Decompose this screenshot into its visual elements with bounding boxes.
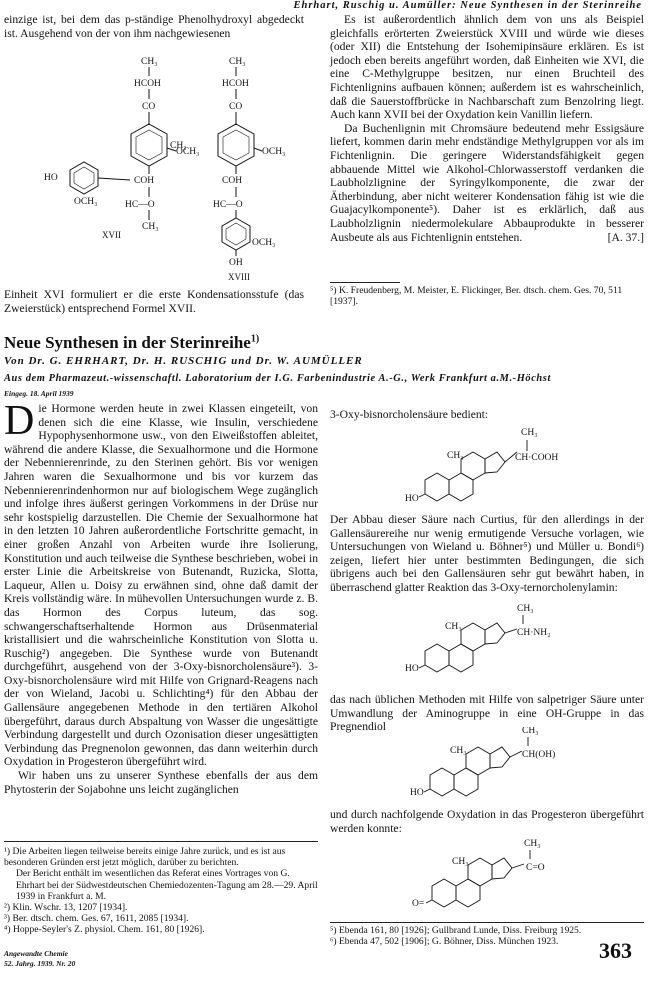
article-right-footnotes: [330, 925, 644, 947]
footnote-rule-top: [330, 282, 400, 283]
footnote-rule-left: [4, 841, 318, 842]
footnote-6: ⁶) Ebenda 47, 502 [1906]; G. Böhner, Diss. München 1923.: [330, 936, 559, 948]
article-title-text: Neue Synthesen in der Sterinreihe: [4, 333, 251, 352]
footnote-3: ³) Ber. dtsch. chem. Ges. 67, 1611, 2085 [1934].: [4, 913, 189, 925]
journal-footer: [4, 949, 75, 969]
s1-ho: HO: [405, 494, 419, 504]
s4-ring: CH₃: [452, 857, 469, 867]
footnote-4: ⁴) Hoppe-Seyler's Z. physiol. Chem. 161, 80 [1926].: [4, 924, 205, 936]
article-left-p2: Wir haben uns zu unserer Synthese ebenfalls der aus dem Phytosterin der Sojabohne uns leicht zugänglichen: [4, 769, 318, 796]
article-left-p1-text: ie Hormone werden heute in zwei Klassen eingeteilt, von denen sich die eine Klasse, wie Insulin, verschiedene Hypophysenhormone usw., von den Eiweißstoffen ableitet, während die andere Klasse, die Sexualhormone und die Hormone der Nebennierenrinde, zu den Sterinen gehört. Bis vor wenigen Jahren waren die Sexualhormone und bis vor kurzem das Nebennierenrindenhormon nur auf biologischem Wege zugänglich und infolge ihres äußerst geringen Vorkommens in der Drüse nur sehr kostspielig darzustellen. Die Chemie der Sexualhormone hat in den letzten 10 Jahren außerordentliche Fortschritte gemacht, in einer großen Anzahl von Arbeiten wurde ihre Isolierung, Konstitution und auch teilweise die Synthese beschrieben, wobei in erster Linie die Arbeitskreise von Butenandt, Ruzicka, Slotta, Laqueur, Allen u. Doisy zu erwähnen sind, ohne daß damit der Kreis vollständig wäre. In mühevollen Untersuchungen wurde z. B. das Hormon des Corpus luteum, das sog. schwangerschaftserhaltende Hormon aus Drüsenmaterial kristallisiert und die wahrscheinliche Konstitution von Slotta u. Ruschig²) angegeben. Die Synthese wurde von Butenandt durchgeführt, ausgehend von der 3-Oxy-bisnorcholensäure³). 3-Oxy-bisnorcholensäure wird mit Hilfe von Grignard-Reagens nach der von Wieland, Jacobi u. Schlichting⁴) für den Abbau der Gallensäure angegebenen Methode in den tertiären Alkohol übergeführt, daraus durch Abspaltung von Wasser die ungesättigte Verbindung dargestellt und durch Ozonisation dieser ungesättigten Verbindung das Pregnenolon gewonnen, das dann weiterhin durch Oxydation in Progesteron übergeführt wird.: [4, 402, 318, 769]
structure-pregnendiol: [410, 727, 620, 807]
label-ch3-d: CH₃: [142, 222, 159, 232]
footnote-1b: Der Bericht enthält im wesentlichen das Referat eines Vortrages von G. Ehrhart bei der Südwestdeutschen Chemiedozenten-Tagung am 28.—29. April 1939 in Frankfurt a. M.: [16, 868, 318, 902]
journal-name: Angewandte Chemie: [4, 949, 68, 958]
label-ch3-a: CH₃: [141, 57, 158, 67]
article-title: [4, 333, 259, 353]
article-left-footnotes: [4, 846, 318, 936]
label-co-a: CO: [142, 102, 156, 112]
s3-side: CH(OH): [522, 750, 556, 760]
article-tag: [A. 37.]: [607, 230, 644, 244]
s2-ring: CH₃: [445, 622, 462, 632]
article-right-lead: 3-Oxy-bisnorcholensäure bedient:: [330, 408, 489, 421]
footnote-2: ²) Klin. Wschr. 13, 1207 [1934].: [4, 902, 128, 914]
label-ch3-c: CH₃: [170, 141, 187, 151]
label-och3-b: OCH₃: [262, 147, 286, 157]
s4-side: C=O: [526, 863, 545, 873]
journal-volume: 52. Jahrg. 1939. Nr. 20: [4, 959, 76, 968]
label-hco-b: HC—O: [213, 200, 243, 210]
article-right-p2: Der Abbau dieser Säure nach Curtius, für den allerdings in der Gallensäurereihe nur wenig ermutigende Versuche vorlagen, wie Untersuchungen von Wieland u. Böhner⁵) und Müller u. Bondi⁶) zeigen, liefert hier unter bestimmten Bedingungen, die sich übrigens auch bei den Gallensäuren sehr gut bewährt haben, in überraschend glatter Reaktion das 3-Oxy-ternorcholenylamin:: [330, 513, 644, 594]
label-xvii: XVII: [102, 230, 121, 240]
s3-ho: HO: [410, 788, 424, 798]
label-och3-c: OCH₃: [74, 197, 98, 207]
article-authors: Von Dr. G. EHRHART, Dr. H. RUSCHIG und Dr. W. AUMÜLLER: [4, 355, 363, 367]
top-right-p2-text: Da Buchenlignin mit Chromsäure bedeutend mehr Essigsäure liefert, kommen darin mehr endständige Methylgruppen vor als im Fichtenlignin. Die geringere Widerstandsfähigkeit gegen abbauende Mittel wie Alkohol-Chlorwasserstoff verdanken die Laubholzlignine der Syringylkomponente, die zwar der Ätherbindung, aber nicht weiterer Kondensation fähig ist wie die Guajacylkomponente⁵). Daher ist es erklärlich, daß aus Laubholzlignin niedermolekulare Abbauprodukte in besserer Ausbeute als aus Fichtenlignin entstehen.: [330, 121, 644, 244]
structure-progesteron: [412, 838, 612, 920]
label-coh-a: COH: [134, 176, 155, 186]
s3-ring: CH₃: [450, 746, 467, 756]
dropcap: D: [4, 398, 35, 444]
article-left-column: [4, 398, 318, 796]
s2-ho: HO: [405, 664, 419, 674]
page-number: 363: [599, 938, 632, 963]
s2-side: CH·NH₂: [517, 628, 551, 638]
formula-xvii-xviii: [30, 52, 300, 288]
article-left-p1: [4, 398, 318, 769]
label-hcoh-b: HCOH: [222, 79, 249, 89]
label-och3-a: OCH₃: [176, 147, 200, 157]
s4-o: O=: [412, 899, 425, 909]
top-right-p1: Es ist außerordentlich ähnlich dem von uns als Beispiel gleichfalls erörterten Zweierstück XVIII und würde wie dieses (oder XII) die Entstehung der Isohemipinsäure erklären. Es ist jedoch eben bereits angeführt worden, daß Einheiten wie XVI, die eine C-Methylgruppe besitzen, nur einen Bruchteil des Fichtenlignins aufbauen können; außerdem ist es wahrscheinlich, daß die Sauerstoffbrücke in Nachbarschaft zum Benzolring liegt. Auch kann XVII bei der Oxydation kein Vanillin liefern.: [330, 13, 644, 122]
label-ch3-b: CH₃: [229, 57, 246, 67]
structure-ternorcholenylamine: [405, 603, 615, 683]
label-och3-d: OCH₃: [252, 238, 276, 248]
label-coh-b: COH: [222, 176, 243, 186]
structure-bisnorcholenic-acid: [405, 424, 615, 514]
running-head: Ehrhart, Ruschig u. Aumüller: Neue Synthesen in der Sterinreihe: [293, 0, 642, 11]
top-left-after: Einheit XVI formuliert er die erste Kondensationsstufe (das Zweierstück) entsprechend Formel XVII.: [4, 288, 304, 315]
article-right-p3: das nach üblichen Methoden mit Hilfe von salpetriger Säure unter Umwandlung der Aminogruppe in eine OH-Gruppe in das Pregnendiol: [330, 693, 644, 734]
received-date: Eingeg. 18. April 1939: [4, 389, 74, 398]
s1-ring: CH₃: [447, 451, 464, 461]
label-oh: OH: [229, 258, 243, 268]
label-ho: HO: [44, 173, 58, 183]
s4-top: CH₃: [524, 839, 541, 849]
top-right-column: [330, 13, 644, 244]
article-right-p4: und durch nachfolgende Oxydation in das Progesteron übergeführt werden konnte:: [330, 808, 644, 835]
top-right-p2: [330, 122, 644, 244]
s3-top: CH₃: [522, 727, 539, 736]
label-co-b: CO: [229, 102, 243, 112]
top-right-footnote: ⁵) K. Freudenberg, M. Meister, E. Flickinger, Ber. dtsch. chem. Ges. 70, 511 [1937].: [330, 285, 623, 308]
s1-top: CH₃: [521, 428, 538, 438]
top-left-intro: einzige ist, bei dem das p-ständige Phenolhydroxyl abgedeckt ist. Ausgehend von der von ihm nachgewiesenen: [4, 13, 304, 40]
footnote-1: ¹) Die Arbeiten liegen teilweise bereits einige Jahre zurück, und es ist aus besonderen Gründen erst jetzt möglich, darüber zu berichten.: [4, 846, 286, 869]
article-affiliation: Aus dem Pharmazeut.-wissenschaftl. Laboratorium der I.G. Farbenindustrie A.-G., Werk Frankfurt a.M.-Höchst: [4, 373, 551, 384]
title-note: 1): [250, 333, 260, 345]
label-xviii: XVIII: [228, 272, 250, 282]
s1-side: CH·COOH: [515, 453, 559, 463]
label-hco-a: HC—O: [125, 200, 155, 210]
label-hcoh-a: HCOH: [134, 79, 161, 89]
footnote-rule-right: [330, 922, 644, 923]
footnote-5: ⁵) Ebenda 161, 80 [1926]; Gullbrand Lunde, Diss. Freiburg 1925.: [330, 925, 582, 936]
s2-top: CH₃: [517, 604, 534, 614]
